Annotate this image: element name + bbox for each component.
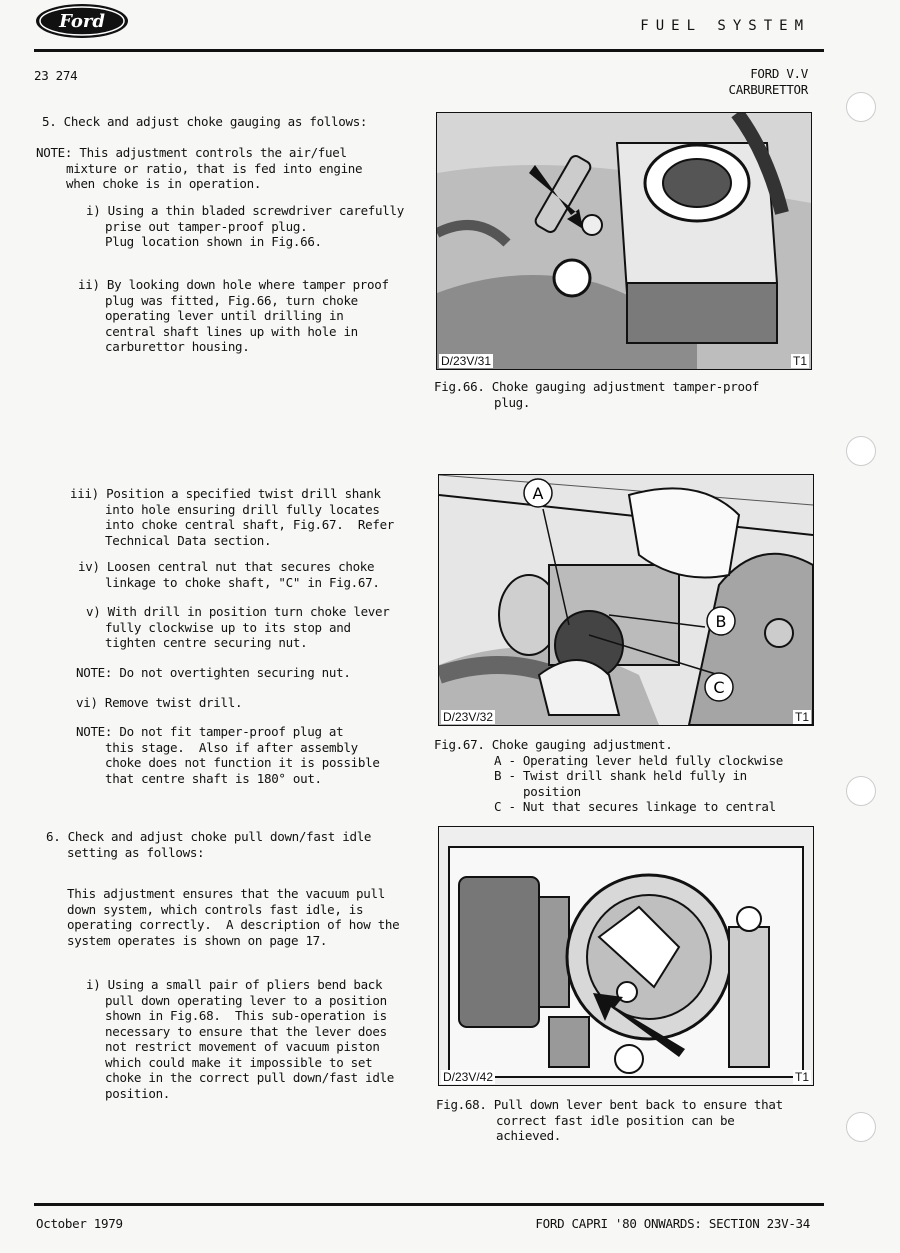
step5-iv <box>78 559 380 590</box>
step-line: into hole ensuring drill fully locates <box>105 501 380 517</box>
step5-iii <box>70 486 394 548</box>
figure-67-caption <box>434 737 783 815</box>
note-line: NOTE: This adjustment controls the air/fuel <box>36 145 347 160</box>
step-line: i) Using a thin bladed screwdriver carefully <box>86 203 404 218</box>
intro-line: down system, which controls fast idle, is <box>67 901 364 917</box>
step-line: v) With drill in position turn choke lever <box>86 604 390 619</box>
note-line: NOTE: Do not fit tamper-proof plug at <box>76 724 344 739</box>
step-line: pull down operating lever to a position <box>105 992 387 1008</box>
step5-v <box>86 604 389 651</box>
punch-hole <box>846 1112 876 1142</box>
doc-title-line2: CARBURETTOR <box>728 81 808 97</box>
header-rule <box>34 49 824 52</box>
step-line: position. <box>105 1085 171 1101</box>
caption-line: correct fast idle position can be <box>496 1112 735 1128</box>
note-line: when choke is in operation. <box>66 176 262 191</box>
step6-heading <box>46 829 371 860</box>
caption-line: achieved. <box>496 1128 562 1143</box>
intro-line: system operates is shown on page 17. <box>67 932 328 948</box>
step6-intro <box>67 886 399 948</box>
callout-c: C <box>713 678 725 697</box>
note-line: that centre shaft is 180° out. <box>105 770 322 786</box>
figure-mark: T1 <box>792 354 807 368</box>
caption-line: C - Nut that secures linkage to central <box>494 799 776 814</box>
ford-logo <box>34 2 130 40</box>
step-line: Plug location shown in Fig.66. <box>105 234 322 249</box>
step-line: Technical Data section. <box>105 532 272 548</box>
step-line: shown in Fig.68. This sub-operation is <box>105 1008 387 1023</box>
footer-date: October 1979 <box>36 1216 123 1231</box>
step-line: linkage to choke shaft, "C" in Fig.67. <box>105 574 380 590</box>
step5-note2: NOTE: Do not overtighten securing nut. <box>76 665 351 680</box>
intro-line: operating correctly. A description of how the <box>67 917 400 932</box>
caption-line: Fig.67. Choke gauging adjustment. <box>434 737 673 752</box>
figure-66-caption <box>434 379 759 410</box>
figure-66-image <box>436 112 812 370</box>
figure-mark: T1 <box>794 1070 809 1084</box>
note-line: mixture or ratio, that is fed into engine <box>66 160 363 176</box>
step6-i <box>86 977 394 1101</box>
step5-heading: 5. Check and adjust choke gauging as follows: <box>42 114 368 129</box>
step5-i <box>86 203 404 250</box>
figure-code: D/23V/31 <box>441 354 492 368</box>
logo-text: Ford <box>59 11 105 32</box>
step-line: plug was fitted, Fig.66, turn choke <box>105 292 358 308</box>
footer-title: FORD CAPRI '80 ONWARDS: SECTION 23V-34 <box>535 1216 810 1231</box>
heading-line: 6. Check and adjust choke pull down/fast idle <box>46 829 372 844</box>
doc-title <box>729 66 808 97</box>
callout-b: B <box>715 612 727 631</box>
figure-68-caption <box>436 1097 783 1144</box>
doc-title-line1: FORD V.V <box>750 66 808 81</box>
step-line: tighten centre securing nut. <box>105 635 308 650</box>
heading-line: setting as follows: <box>67 844 205 860</box>
step5-vi: vi) Remove twist drill. <box>76 695 243 710</box>
punch-hole <box>846 92 876 122</box>
caption-line: Fig.68. Pull down lever bent back to ensure that <box>436 1097 783 1112</box>
step5-note3 <box>76 724 380 786</box>
step-line: fully clockwise up to its stop and <box>105 619 351 635</box>
page-ref: 23 274 <box>34 68 78 83</box>
caption-line: B - Twist drill shank held fully in <box>494 768 747 783</box>
step-line: prise out tamper-proof plug. <box>105 218 308 234</box>
step-line: which could make it impossible to set <box>105 1054 373 1070</box>
step5-note <box>36 145 362 192</box>
caption-line: plug. <box>494 394 531 410</box>
figure-67-image <box>438 474 814 726</box>
step-line: not restrict movement of vacuum piston <box>105 1039 380 1054</box>
step-line: carburettor housing. <box>105 339 250 354</box>
figure-mark: T1 <box>794 710 809 724</box>
step5-ii <box>78 277 389 355</box>
step-line: necessary to ensure that the lever does <box>105 1023 387 1039</box>
step-line: operating lever until drilling in <box>105 308 344 323</box>
step-line: i) Using a small pair of pliers bend back <box>86 977 383 992</box>
step-line: iv) Loosen central nut that secures choke <box>78 559 375 574</box>
step-line: into choke central shaft, Fig.67. Refer <box>105 517 395 532</box>
callout-a: A <box>532 484 544 503</box>
figure-68-image <box>438 826 814 1086</box>
caption-line: Fig.66. Choke gauging adjustment tamper-proof <box>434 379 760 394</box>
step-line: ii) By looking down hole where tamper proof <box>78 277 389 292</box>
figure-code: D/23V/42 <box>443 1070 494 1084</box>
caption-line: position <box>523 783 581 799</box>
step-line: central shaft lines up with hole in <box>105 323 358 339</box>
step-line: iii) Position a specified twist drill shank <box>70 486 381 501</box>
footer-rule <box>34 1203 824 1206</box>
section-title: FUEL SYSTEM <box>640 18 810 34</box>
figure-code: D/23V/32 <box>443 710 494 724</box>
punch-hole <box>846 776 876 806</box>
note-line: this stage. Also if after assembly <box>105 739 358 755</box>
intro-line: This adjustment ensures that the vacuum pull <box>67 886 385 901</box>
step-line: choke in the correct pull down/fast idle <box>105 1070 395 1085</box>
punch-hole <box>846 436 876 466</box>
note-line: choke does not function it is possible <box>105 755 380 770</box>
caption-line: A - Operating lever held fully clockwise <box>494 752 784 768</box>
